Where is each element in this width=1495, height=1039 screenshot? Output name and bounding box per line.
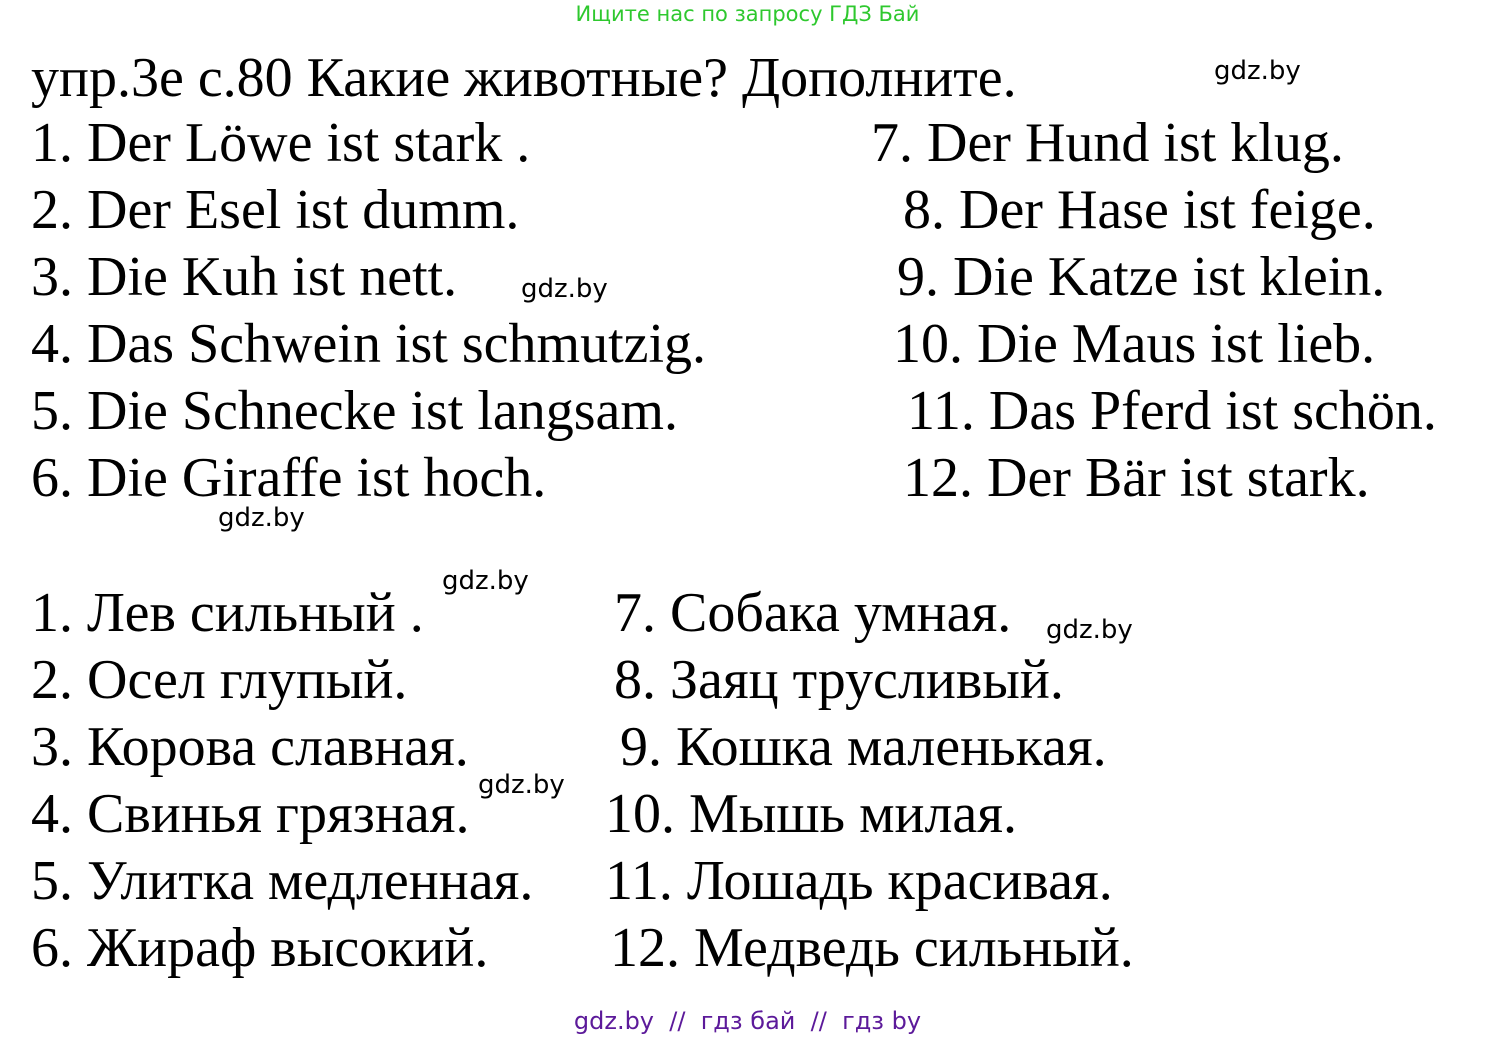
german-sentence-2: 2. Der Esel ist dumm. [31,179,520,241]
german-sentence-11: 11. Das Pferd ist schön. [907,380,1437,442]
german-sentence-9: 9. Die Katze ist klein. [897,246,1386,308]
german-sentence-10: 10. Die Maus ist lieb. [893,313,1376,375]
watermark: gdz.by [442,566,529,596]
german-sentence-5: 5. Die Schnecke ist langsam. [31,380,678,442]
russian-sentence-11: 11. Лошадь красивая. [605,850,1113,912]
german-sentence-8: 8. Der Hase ist feige. [903,179,1376,241]
russian-sentence-3: 3. Корова славная. [31,716,469,778]
german-sentence-3: 3. Die Kuh ist nett. [31,246,458,308]
footer-links: gdz.by // гдз бай // гдз by [573,1007,922,1035]
russian-sentence-2: 2. Осел глупый. [31,649,408,711]
russian-sentence-5: 5. Улитка медленная. [31,850,534,912]
exercise-heading: упр.3е с.80 Какие животные? Дополните. [31,47,1017,109]
russian-sentence-6: 6. Жираф высокий. [31,917,489,979]
russian-sentence-10: 10. Мышь милая. [605,783,1018,845]
watermark: gdz.by [1214,56,1301,86]
german-sentence-6: 6. Die Giraffe ist hoch. [31,447,547,509]
russian-sentence-12: 12. Медведь сильный. [610,917,1134,979]
german-sentence-12: 12. Der Bär ist stark. [903,447,1370,509]
russian-sentence-9: 9. Кошка маленькая. [620,716,1107,778]
russian-sentence-4: 4. Свинья грязная. [31,783,470,845]
russian-sentence-8: 8. Заяц трусливый. [614,649,1064,711]
german-sentence-4: 4. Das Schwein ist schmutzig. [31,313,707,375]
watermark: gdz.by [478,770,565,800]
german-sentence-7: 7. Der Hund ist klug. [871,112,1344,174]
watermark: gdz.by [218,503,305,533]
watermark: gdz.by [1046,615,1133,645]
top-banner: Ищите нас по запросу ГДЗ Бай [575,2,920,26]
russian-sentence-1: 1. Лев сильный . [31,582,424,644]
russian-sentence-7: 7. Собака умная. [614,582,1012,644]
watermark: gdz.by [521,274,608,304]
german-sentence-1: 1. Der Löwe ist stark . [31,112,531,174]
